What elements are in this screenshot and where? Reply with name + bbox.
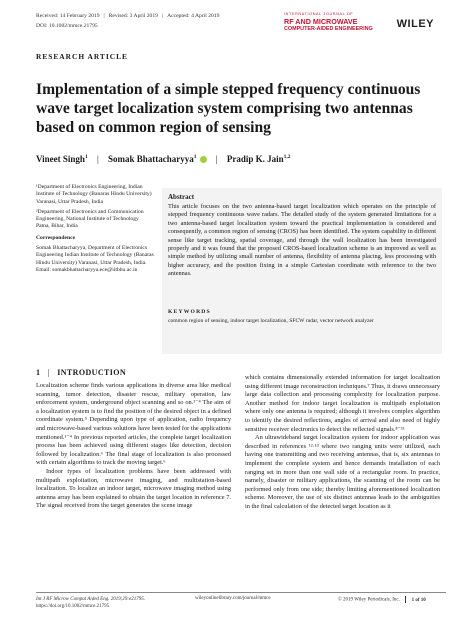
correspondence-body: Somak Bhattacharyya, Department of Electronics Engineering Indian Institute of Technology (Banaras Hindu University) Varanasi, Uttar Pradesh, India. Email: somakbhattacharyya.ece@iitbhu.ac.in xyxy=(36,245,154,273)
author-affil-sup: 1,2 xyxy=(283,154,291,160)
body-column-left xyxy=(36,382,231,511)
body-paragraph: Localization scheme finds various applications in diverse area like medical scanning, tumor detection, disaster rescue, military operation, law enforcement system, underground object scanning and so on.¹⁻⁴ The aim of a localization system is to find the position of the desired object in a defined coordinate system.⁵ Depending upon type of application, radio frequency and microwave-based various solutions have been tested for the applications mentioned.¹⁻⁴ In previous reported articles, the complete target localization process has been achieved using different stages like detection, decision followed by localization.⁶ The final stage of localization is also processed with certain algorithms to track the moving target.⁶ xyxy=(36,382,231,467)
section-title: INTRODUCTION xyxy=(57,368,127,377)
keywords-body: common region of sensing, indoor target localization, SFCW radar, vector network analyzer xyxy=(168,318,374,324)
abstract-box xyxy=(162,188,442,354)
affiliation-item: ¹Department of Electronics Engineering, Indian Institute of Technology (Banaras Hindu University) Varanasi, Uttar Pradesh, India xyxy=(36,184,152,205)
orcid-icon[interactable] xyxy=(200,156,207,163)
article-dates xyxy=(36,13,219,19)
footer-doi-link[interactable]: https://doi.org/10.1002/mmce.21795 xyxy=(36,604,110,609)
footer-journal-line: Int J RF Microw Comput Aided Eng. 2019;29:e21795. xyxy=(36,597,146,602)
correspondence-heading: Correspondence xyxy=(36,234,76,241)
abstract-heading: Abstract xyxy=(168,193,195,201)
journal-name-line1: RF AND MICROWAVE xyxy=(284,17,358,26)
author-name[interactable]: Somak Bhattacharyya xyxy=(108,154,194,164)
revised-date: Revised: 3 April 2019 xyxy=(108,13,158,19)
author-separator: | xyxy=(215,154,218,164)
footer-copyright: © 2019 Wiley Periodicals, Inc. xyxy=(338,597,400,603)
footer-divider-bar xyxy=(405,596,406,603)
affiliation-item: ²Department of Electronics and Communication Engineering, National Institute of Technology Patna, Bihar, India xyxy=(36,208,144,230)
article-title: Implementation of a simple stepped frequency continuous wave target localization system comprising two antennas based on common region of sensing xyxy=(36,81,421,136)
abstract-body: This article focuses on the two antenna-based target localization which operates on the principle of stepped frequency continuous wave radars. The detailed study of the system generated limitations for a two antenna-based target localization system toward the practical implementation is considered and consequently, a common region of sensing (CROS) has been identified. The system capability in different sense like target tracking, spatial coverage, and through the wall localization has been investigated properly and it was found that the proposed CROS-based localization scheme is an improved as well as simple method by utilizing small number of antenna, flexibility of antenna placing, less processing with higher accuracy, and the position fixing in a simple Cartesian coordinate with reference to the two antennas. xyxy=(168,203,436,278)
journal-name-line2: COMPUTER-AIDED ENGINEERING xyxy=(284,26,373,32)
accepted-date: Accepted: 4 April 2019 xyxy=(167,13,220,19)
footer-right xyxy=(338,596,426,603)
author-name[interactable]: Pradip K. Jain xyxy=(226,154,284,164)
author-name[interactable]: Vineet Singh xyxy=(36,154,85,164)
article-type: RESEARCH ARTICLE xyxy=(36,52,128,61)
section-separator: | xyxy=(47,368,50,377)
author-affil-sup: 1 xyxy=(84,154,88,160)
body-paragraph: Indoor types of localization problems have been addressed with multipath exploitation, microwave imaging, and multistation-based localization. To localize an indoor target, microwave imaging method using antenna array has been explained to obtain the target location in reference 7. The signal received from the target generates the scene image xyxy=(36,467,231,510)
author-affil-sup: 1 xyxy=(193,154,197,160)
body-paragraph: An ultrawideband target localization system for indoor application was described in references ¹²·¹³ where two ranging units were utilized, each having one transmitting and two receiving antennas, that is, six antennas to implement the complete system and hence demands installation of each ranging set in more than one wall side of a rectangular room. In practice, namely, disaster or military applications, the scanning of the room can be performed only from one side; thereby limiting aforementioned localization scheme. Moreover, the use of six distinct antennas leads to the ambiguities in the final calculation of the detected target location as it xyxy=(245,434,440,510)
received-date: Received: 14 February 2019 xyxy=(36,13,100,19)
footer-site-link[interactable]: wileyonlinelibrary.com/journal/mmce xyxy=(195,596,271,601)
footer-divider xyxy=(36,592,446,593)
body-column-right xyxy=(245,374,440,512)
journal-intl-line: INTERNATIONAL JOURNAL OF xyxy=(284,12,354,16)
author-list xyxy=(36,154,290,164)
journal-brand xyxy=(284,12,434,42)
section-heading xyxy=(36,368,126,377)
section-number: 1 xyxy=(36,368,41,377)
affiliations-column xyxy=(36,184,154,277)
author-separator: | xyxy=(96,154,99,164)
date-separator: | xyxy=(161,13,164,19)
article-doi[interactable]: DOI: 10.1002/mmce.21795 xyxy=(36,23,98,29)
footer-citation xyxy=(36,596,145,610)
keywords-heading: KEYWORDS xyxy=(168,309,211,315)
date-separator: | xyxy=(103,13,105,19)
body-paragraph: which contains dimensionally extended information for target localization using different image reconstruction techniques.⁷ Thus, it draws unnecessary large data collection and processing complexity for localization purpose. Another method for indoor target localization is multipath exploitation where only one antenna is required; although it involves complex algorithm to identify the desired reflections, angles of arrival and also need of highly sensitive receiver electronics to detect the reflected signals.⁸⁻¹¹ xyxy=(245,374,440,433)
page-count: 1 of 10 xyxy=(411,597,426,603)
publisher-logo: WILEY xyxy=(396,18,434,30)
